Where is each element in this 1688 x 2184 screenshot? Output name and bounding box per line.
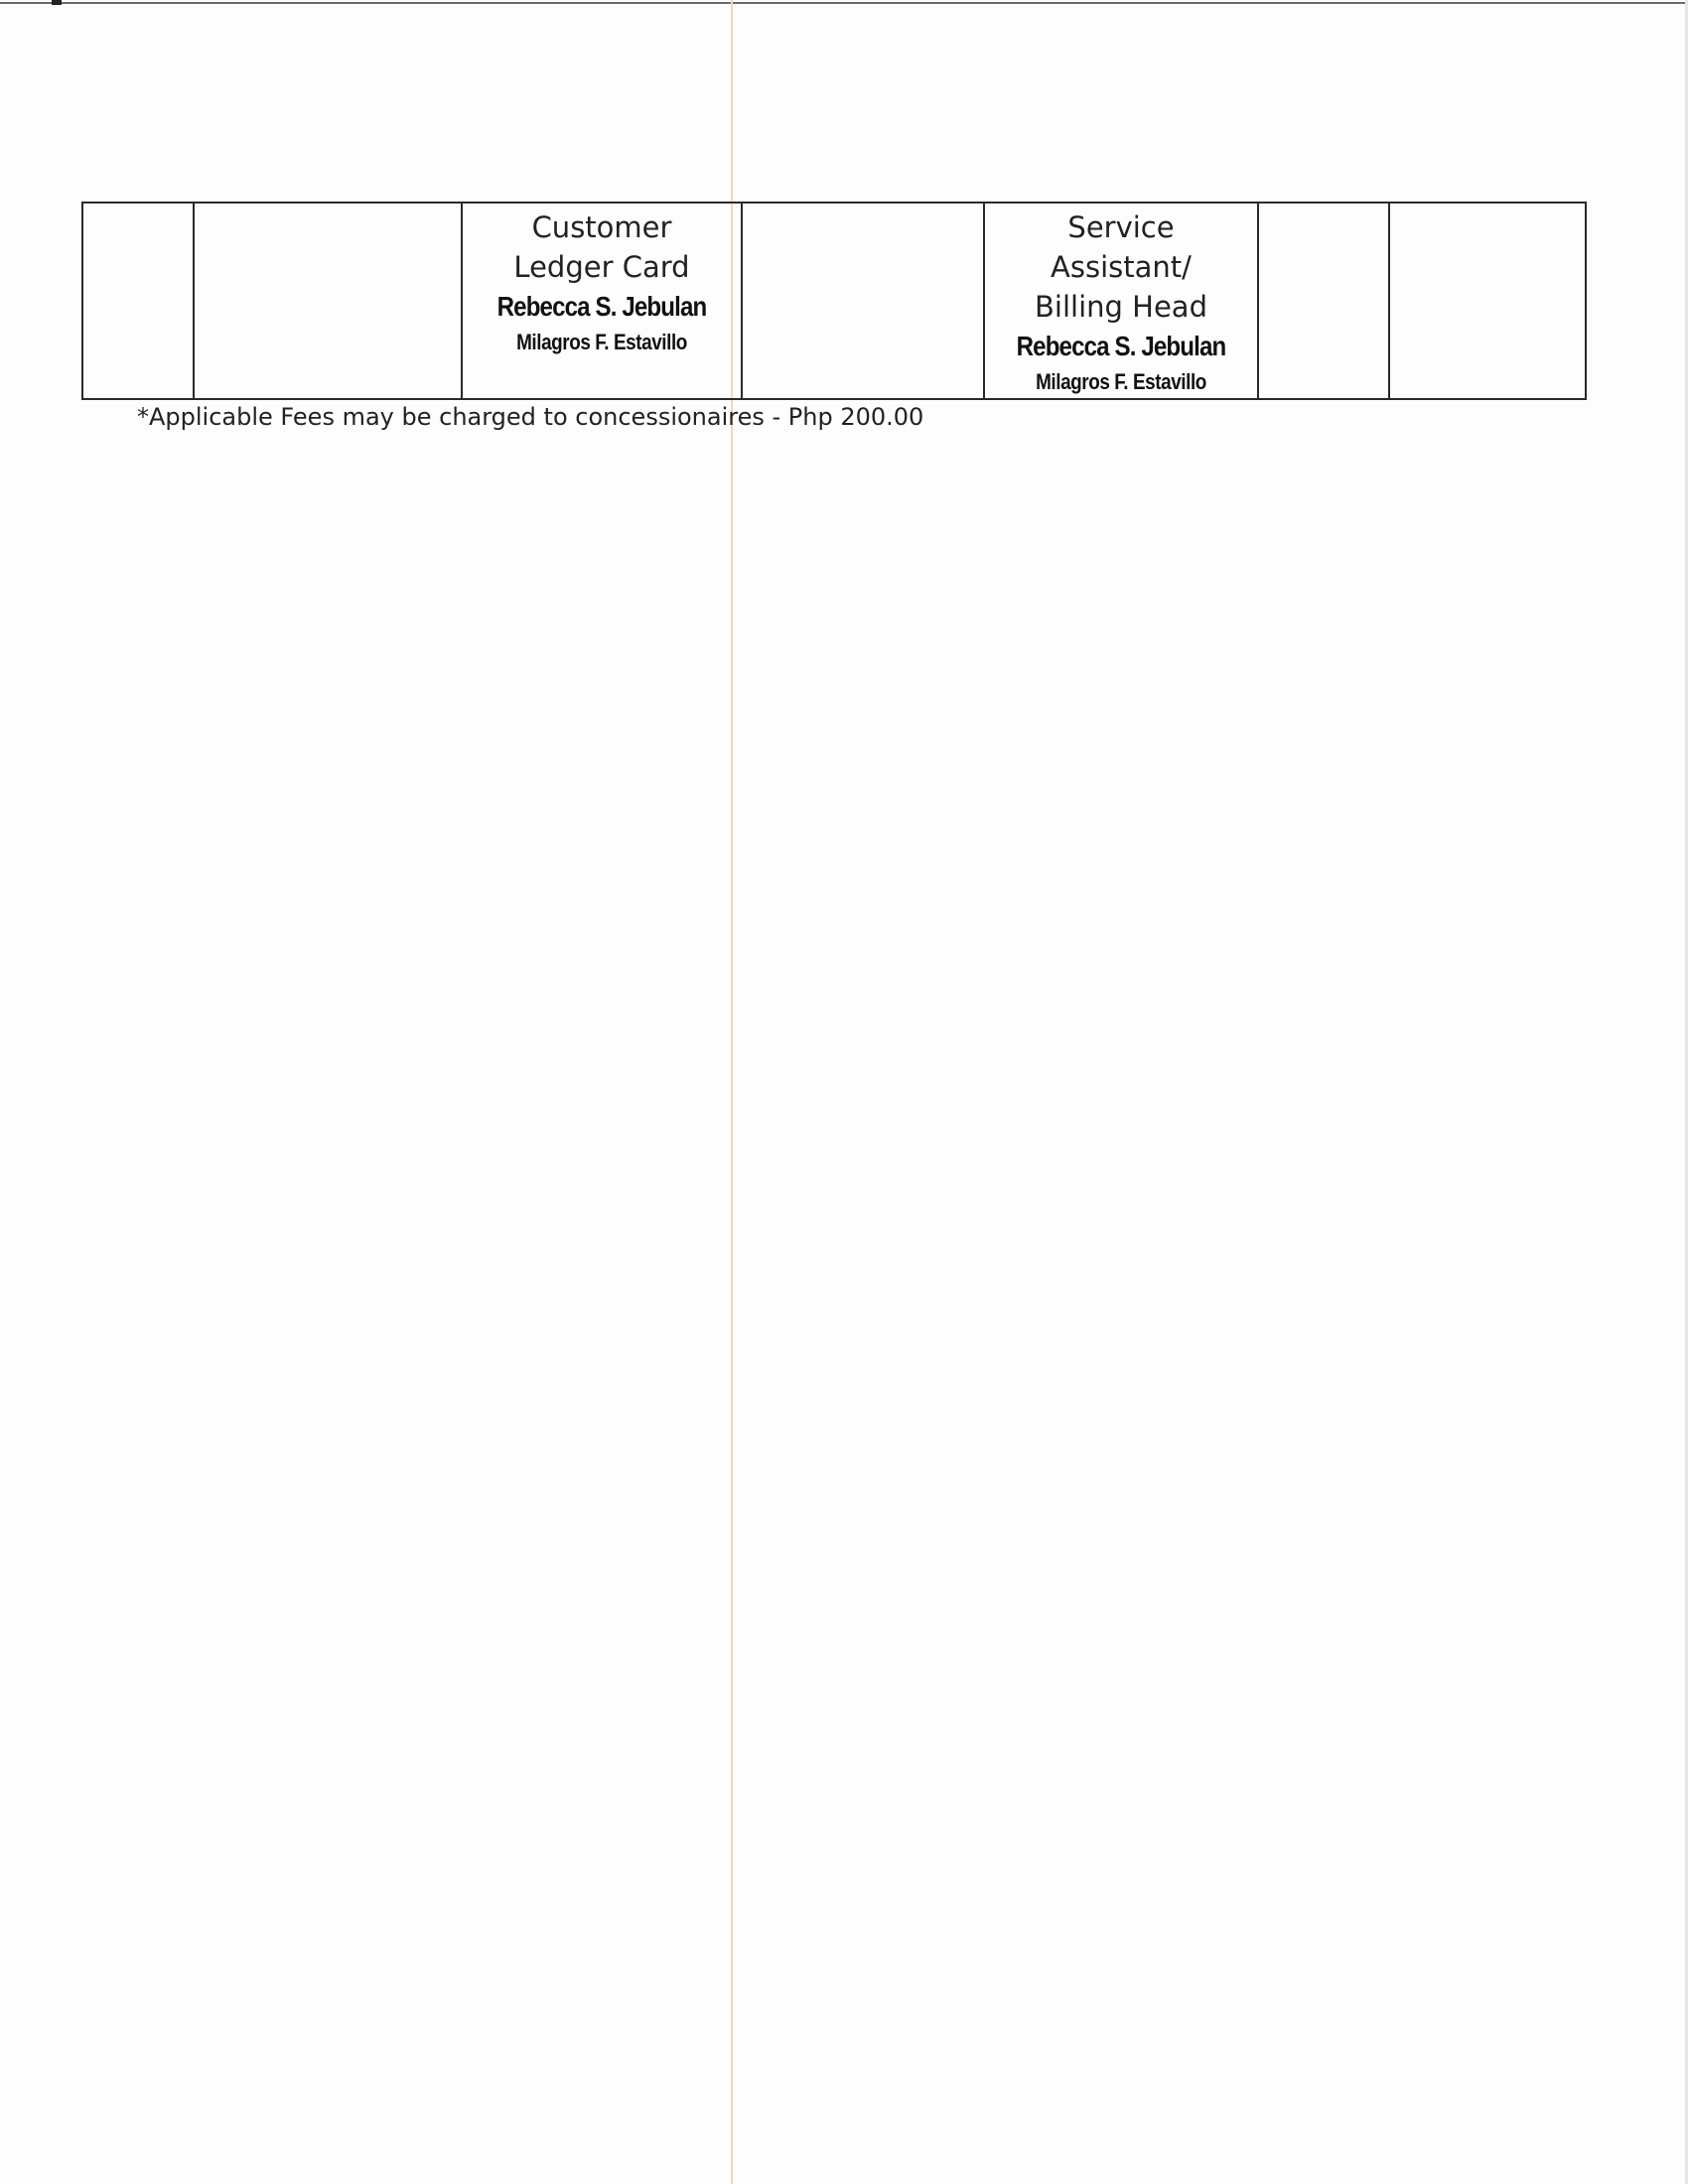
scan-mark [52,0,62,5]
primary-name: Rebecca S. Jebulan [1016,331,1226,361]
billing-head-cell [984,203,1258,399]
role-line: Customer [531,210,672,244]
empty-cell [1389,203,1586,399]
empty-cell [1258,203,1389,399]
secondary-name: Milagros F. Estavillo [1036,369,1206,394]
scan-top-edge [0,2,1688,4]
role-line: Service [1067,210,1175,244]
empty-cell [194,203,462,399]
secondary-name: Milagros F. Estavillo [516,330,687,354]
table-row [82,203,1586,399]
role-line: Assistant/ [1051,250,1192,284]
empty-cell [82,203,194,399]
empty-cell [742,203,984,399]
routing-table [81,202,1587,400]
role-line: Billing Head [1035,290,1207,324]
primary-name: Rebecca S. Jebulan [496,291,707,322]
role-line: Ledger Card [513,250,690,284]
fee-footnote: *Applicable Fees may be charged to concessionaires - Php 200.00 [137,403,924,431]
ledger-card-cell [462,203,742,399]
